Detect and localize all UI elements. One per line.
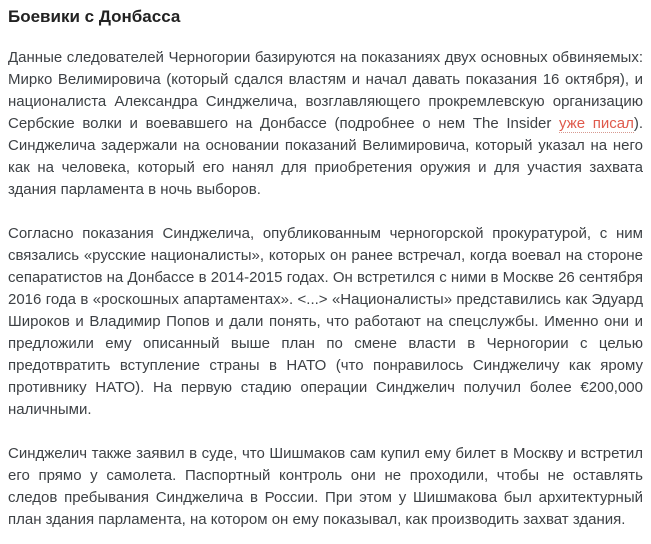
paragraph-3: Синджелич также заявил в суде, что Шишмаков сам купил ему билет в Москву и встретил его прямо у самолета. Паспортный контроль они не проходили, чтобы не оставлять следов пребывания Синджелича в России. При этом у Шишмакова был архитектурный план здания парламента, на котором он ему показывал, как производить захват здания. [8,445,643,528]
paragraph-1-text-before-link: Данные следователей Черногории базируются на показаниях двух основных обвиняемых: Мирко Велимировича (который сдался властям и начал давать показания 16 октября), и националиста Александра Синджелича, возглавляющего прокремлевскую организацию Сербские волки и воевавшего на Донбассе (подробнее о нем The Insider [8,49,643,132]
paragraph-1 [8,47,643,201]
paragraph-2: Согласно показания Синджелича, опубликованным черногорской прокуратурой, с ним связались «русские националисты», которых он ранее встречал, когда воевал на стороне сепаратистов на Донбассе в 2014-2015 годах. Он встретился с ними в Москве 26 сентября 2016 года в «роскошных апартаментах». <...> «Националисты» представились как Эдуард Широков и Владимир Попов и дали понять, что работают на спецслужбы. Именно они и предложили ему описанный выше план по смене власти в Черногории с целью предотвратить вступление страны в НАТО (что понравилось Синджеличу как ярому противнику НАТО). На первую стадию операции Синджелич получил более €200,000 наличными. [8,225,643,418]
uzhe-pisal-link[interactable]: уже писал [559,115,634,132]
article-title: Боевики с Донбасса [8,7,181,26]
paragraph-1-text-after-link: ). Синджелича задержали на основании показаний Велимировича, который указал на него как на человека, который его нанял для приобретения оружия и для участия захвата здания парламента в ночь выборов. [8,115,643,198]
